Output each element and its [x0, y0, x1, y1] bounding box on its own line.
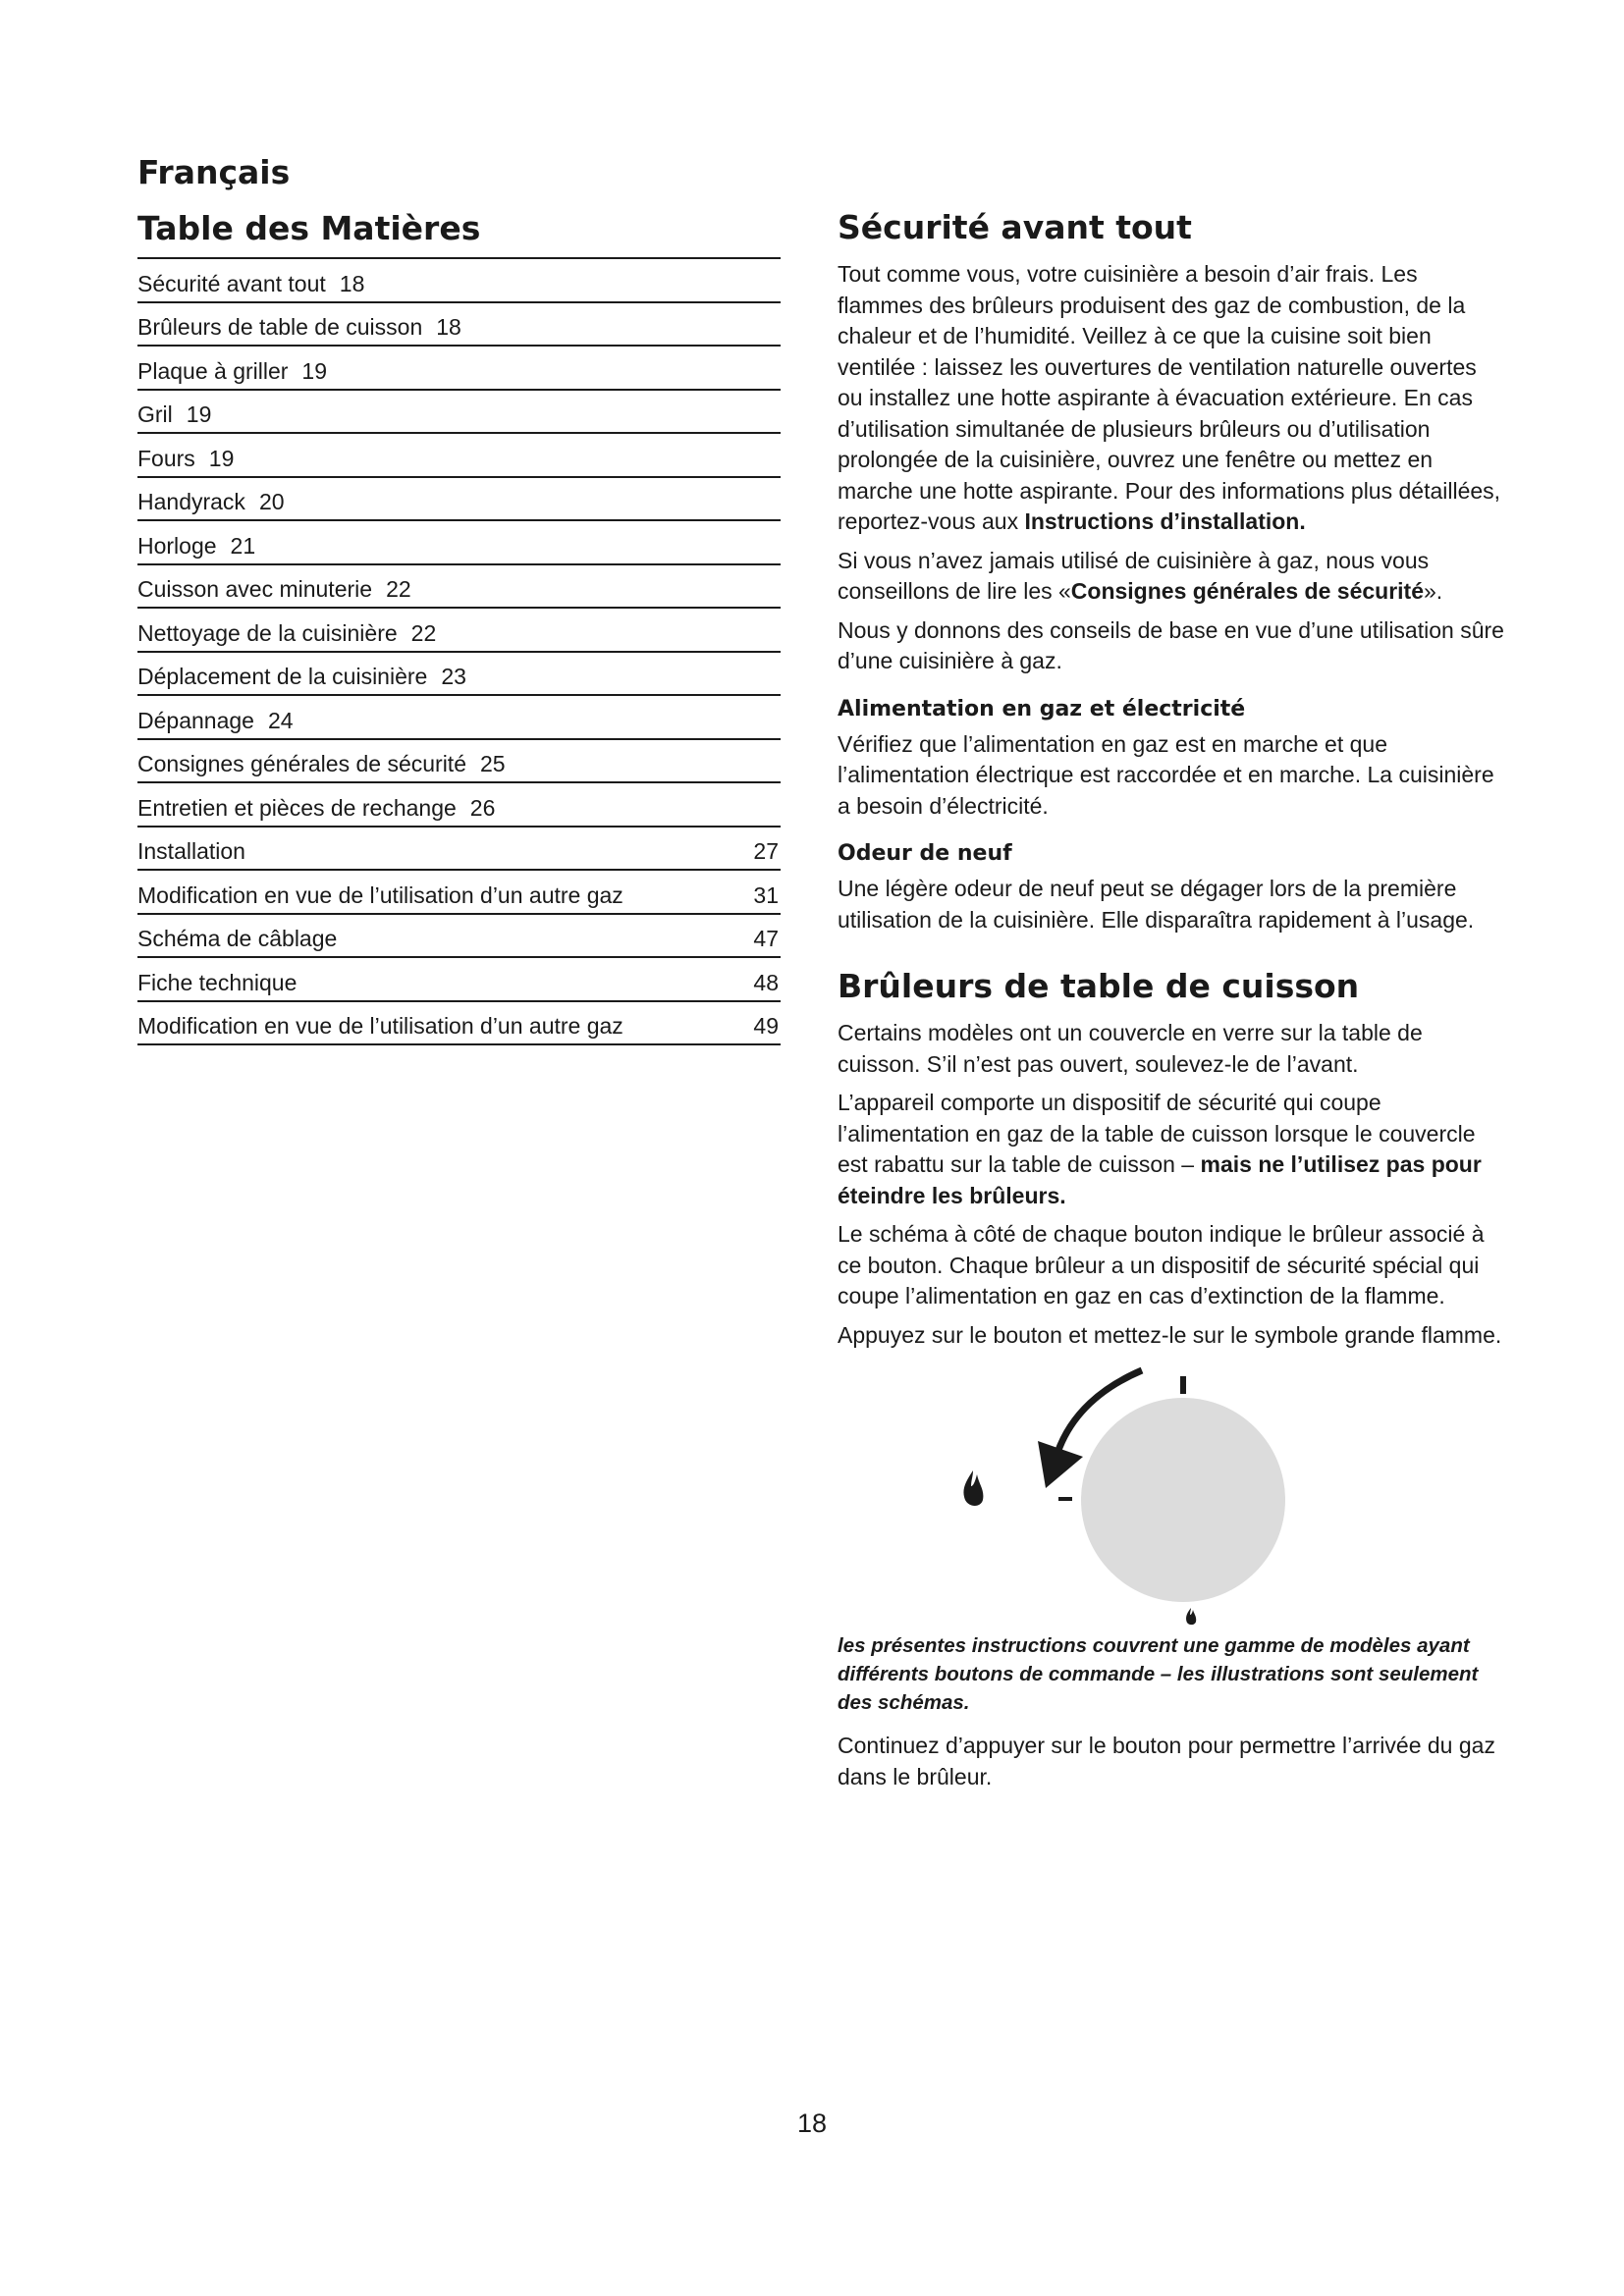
- toc-row[interactable]: [137, 259, 781, 303]
- toc-page-number: 19: [208, 445, 235, 471]
- toc-row[interactable]: [137, 565, 781, 610]
- toc-page-number: 25: [479, 751, 506, 776]
- toc-page-number: 18: [339, 270, 365, 296]
- toc-row[interactable]: [137, 1002, 781, 1046]
- toc-label: Gril: [137, 401, 173, 427]
- safety-paragraph-1: [838, 259, 1505, 538]
- toc-row[interactable]: [137, 871, 781, 915]
- toc-page-number: 47: [753, 926, 779, 951]
- toc-label: Fours: [137, 445, 195, 471]
- toc-label: Déplacement de la cuisinière: [137, 664, 428, 689]
- toc-label: Modification en vue de l’utilisation d’un autre gaz: [137, 881, 623, 908]
- toc-label: Nettoyage de la cuisinière: [137, 619, 398, 646]
- toc-page-number: 22: [410, 619, 437, 646]
- small-flame-icon: [1186, 1608, 1196, 1625]
- toc-page-number: 19: [186, 401, 212, 427]
- safety-paragraph-2: [838, 546, 1505, 608]
- toc-page-number: 19: [301, 357, 328, 384]
- toc-page-number: 31: [753, 881, 779, 908]
- smell-title: Odeur de neuf: [838, 841, 1012, 866]
- safety-p2-post: ».: [1424, 578, 1443, 604]
- burners-paragraph-3: Le schéma à côté de chaque bouton indique le brûleur associé à ce bouton. Chaque brûleur a un dispositif de sécurité spécial qui coupe l’alimentation en gaz en cas d’extinction de la flamme.: [838, 1221, 1485, 1308]
- toc-label: Sécurité avant tout: [137, 270, 326, 296]
- safety-p1-text: Tout comme vous, votre cuisinière a besoin d’air frais. Les flammes des brûleurs produisent des gaz de combustion, de la chaleur et de l’humidité. Veillez à ce que la cuisine soit bien ventilée : laissez les ouvertures de ventilation naturelle ouvertes ou installez une hotte aspirante à évacuation extérieure. En cas d’utilisation simultanée de plusieurs brûleurs ou d’utilisation prolongée de la cuisinière, ouvrez une fenêtre ou mettez en marche une hotte aspirante. Pour des informations plus détaillées, reportez-vous aux: [838, 261, 1501, 534]
- toc-page-number: 22: [386, 576, 411, 602]
- toc-row[interactable]: [137, 521, 781, 565]
- burners-paragraph-5: Continuez d’appuyer sur le bouton pour permettre l’arrivée du gaz dans le brûleur.: [838, 1733, 1495, 1789]
- toc-label: Dépannage: [137, 707, 254, 733]
- toc-row[interactable]: [137, 303, 781, 347]
- safety-p2-bold: Consignes générales de sécurité: [1070, 578, 1424, 604]
- toc-row[interactable]: [137, 828, 781, 872]
- burners-paragraph-2: [838, 1088, 1505, 1211]
- toc-page-number: 23: [441, 664, 466, 689]
- toc-label: Schéma de câblage: [137, 926, 338, 951]
- safety-p1-bold: Instructions d’installation.: [1024, 508, 1306, 534]
- toc-page-number: 24: [267, 707, 294, 733]
- large-flame-icon: [963, 1470, 983, 1506]
- knob-position-mark: [1058, 1497, 1072, 1501]
- toc-label: Plaque à griller: [137, 357, 289, 384]
- toc-label: Handyrack: [137, 489, 245, 514]
- safety-paragraph-3: Nous y donnons des conseils de base en vue d’une utilisation sûre d’une cuisinière à gaz.: [838, 616, 1504, 673]
- supply-title: Alimentation en gaz et électricité: [838, 696, 1246, 721]
- right-column: [838, 206, 1505, 1800]
- toc-page-number: 20: [258, 489, 285, 514]
- toc-page-number: 48: [753, 969, 779, 995]
- table-of-contents: [137, 257, 781, 1045]
- toc-page-number: 26: [469, 794, 496, 821]
- toc-row[interactable]: [137, 391, 781, 435]
- toc-label: Consignes générales de sécurité: [137, 751, 466, 776]
- toc-row[interactable]: [137, 609, 781, 653]
- toc-page-number: 27: [753, 838, 779, 864]
- toc-row[interactable]: [137, 958, 781, 1002]
- page-number: 18: [796, 2109, 828, 2138]
- toc-label: Horloge: [137, 532, 217, 559]
- toc-label: Installation: [137, 838, 245, 864]
- knob-off-mark: [1180, 1376, 1186, 1394]
- toc-page-number: 18: [436, 314, 461, 340]
- language-heading: Français: [137, 153, 291, 191]
- burners-p2-text: L’appareil comporte un dispositif de sécurité qui coupe l’alimentation en gaz de la table de cuisson lorsque le couvercle est rabattu sur la table de cuisson –: [838, 1090, 1476, 1177]
- knob-diagram: [955, 1362, 1309, 1628]
- toc-row[interactable]: [137, 478, 781, 522]
- toc-label: Fiche technique: [137, 969, 298, 995]
- burners-section: [838, 965, 1505, 1792]
- burners-paragraph-1: Certains modèles ont un couvercle en verre sur la table de cuisson. S’il n’est pas ouvert, soulevez-le de l’avant.: [838, 1020, 1423, 1077]
- toc-label: Cuisson avec minuterie: [137, 576, 373, 602]
- burners-p2-bold: mais ne l’utilisez pas pour éteindre les brûleurs.: [838, 1151, 1482, 1208]
- burners-paragraph-4: Appuyez sur le bouton et mettez-le sur le symbole grande flamme.: [838, 1321, 1502, 1348]
- safety-section: [838, 206, 1505, 935]
- toc-page-number: 21: [230, 532, 256, 559]
- toc-page-number: 49: [753, 1013, 779, 1039]
- safety-p2-pre: Si vous n’avez jamais utilisé de cuisinière à gaz, nous vous conseillons de lire les «: [838, 547, 1430, 604]
- toc-row[interactable]: [137, 740, 781, 784]
- toc-label: Entretien et pièces de rechange: [137, 794, 457, 821]
- toc-row[interactable]: [137, 915, 781, 959]
- toc-row[interactable]: [137, 434, 781, 478]
- smell-text: Une légère odeur de neuf peut se dégager lors de la première utilisation de la cuisinière. Elle disparaîtra rapidement à l’usage.: [838, 876, 1475, 933]
- toc-label: Modification en vue de l’utilisation d’un autre gaz: [137, 1013, 623, 1039]
- toc-row[interactable]: [137, 783, 781, 828]
- toc-title: Table des Matières: [137, 209, 481, 247]
- diagram-caption: les présentes instructions couvrent une gamme de modèles ayant différents boutons de commande – les illustrations sont seulement des schémas.: [838, 1634, 1479, 1714]
- toc-label: Brûleurs de table de cuisson: [137, 314, 423, 340]
- burners-title: Brûleurs de table de cuisson: [838, 967, 1360, 1005]
- left-column: [137, 145, 781, 1045]
- supply-text: Vérifiez que l’alimentation en gaz est en marche et que l’alimentation électrique est raccordée et en marche. La cuisinière a besoin d’électricité.: [838, 730, 1494, 819]
- toc-row[interactable]: [137, 347, 781, 391]
- toc-row[interactable]: [137, 696, 781, 740]
- knob-icon: [1081, 1398, 1285, 1602]
- toc-row[interactable]: [137, 653, 781, 697]
- safety-title: Sécurité avant tout: [838, 208, 1192, 246]
